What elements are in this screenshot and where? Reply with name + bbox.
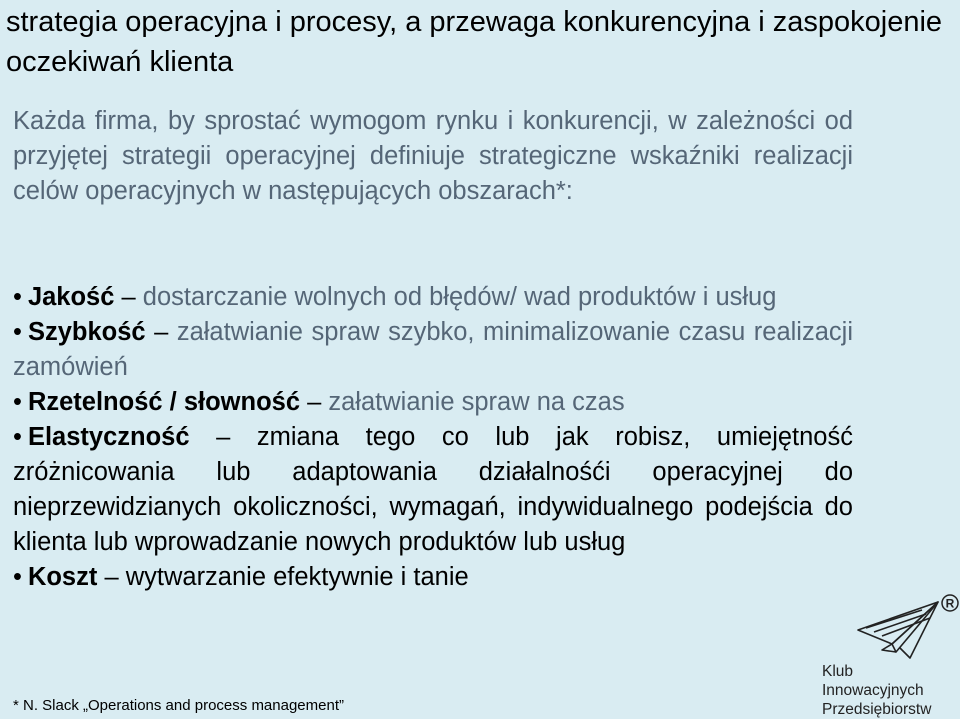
- bullet-cost: • Koszt – wytwarzanie efektywnie i tanie: [13, 563, 469, 591]
- bullet-term: Elastyczność: [27, 423, 190, 451]
- bullet-list: [13, 280, 853, 595]
- logo-line-1: Klub: [822, 663, 854, 680]
- footnote: * N. Slack „Operations and process management”: [13, 697, 344, 714]
- registered-mark: R: [945, 596, 955, 611]
- bullet-term: Rzetelność / słowność: [27, 388, 301, 416]
- bullet-text: załatwianie spraw szybko, minimalizowanie czasu realizacji zamówień: [13, 318, 853, 381]
- bullet-term: Koszt: [27, 563, 98, 591]
- logo-text: [822, 662, 931, 719]
- intro-paragraph: Każda firma, by sprostać wymogom rynku i konkurencji, w zależności od przyjętej strategii operacyjnej definiuje strategiczne wskaźniki realizacji celów operacyjnych w następujących obszarach*:: [13, 107, 853, 205]
- bullet-quality: • Jakość – dostarczanie wolnych od błędów/ wad produktów i usług: [13, 283, 777, 311]
- bullet-reliability: • Rzetelność / słowność – załatwianie spraw na czas: [13, 388, 625, 416]
- bullet-speed: • Szybkość – załatwianie spraw szybko, minimalizowanie czasu realizacji zamówień: [13, 318, 853, 381]
- bullet-dot-icon: •: [13, 318, 22, 346]
- bullet-dot-icon: •: [13, 423, 22, 451]
- bullet-dot-icon: •: [13, 388, 22, 416]
- bullet-term: Szybkość: [27, 318, 146, 346]
- bullet-text: załatwianie spraw na czas: [328, 388, 625, 416]
- bullet-text: dostarczanie wolnych od błędów/ wad produktów i usług: [142, 283, 777, 311]
- bullet-dot-icon: •: [13, 563, 22, 591]
- bullet-dot-icon: •: [13, 283, 22, 311]
- bullet-text: wytwarzanie efektywnie i tanie: [125, 563, 469, 591]
- logo-line-3: Przedsiębiorstw: [822, 701, 932, 718]
- bullet-flexibility: • Elastyczność – zmiana tego co lub jak robisz, umiejętność zróżnicowania lub adaptowania działalnośći operacyjnej do nieprzewidzianych okoliczności, wymagań, indywidualnego podejścia do klienta lub wprowadzanie nowych produktów lub usług: [13, 423, 853, 556]
- bullet-term: Jakość: [27, 283, 115, 311]
- slide-title: strategia operacyjna i procesy, a przewaga konkurencyjna i zaspokojenie oczekiwań klienta: [6, 6, 943, 78]
- logo-line-2: Innowacyjnych: [822, 682, 924, 699]
- bullet-text: zmiana tego co lub jak robisz, umiejętność zróżnicowania lub adaptowania działalnośći operacyjnej do nieprzewidzianych okoliczności, wymagań, indywidualnego podejścia do klienta lub wprowadzanie nowych produktów lub usług: [13, 423, 853, 556]
